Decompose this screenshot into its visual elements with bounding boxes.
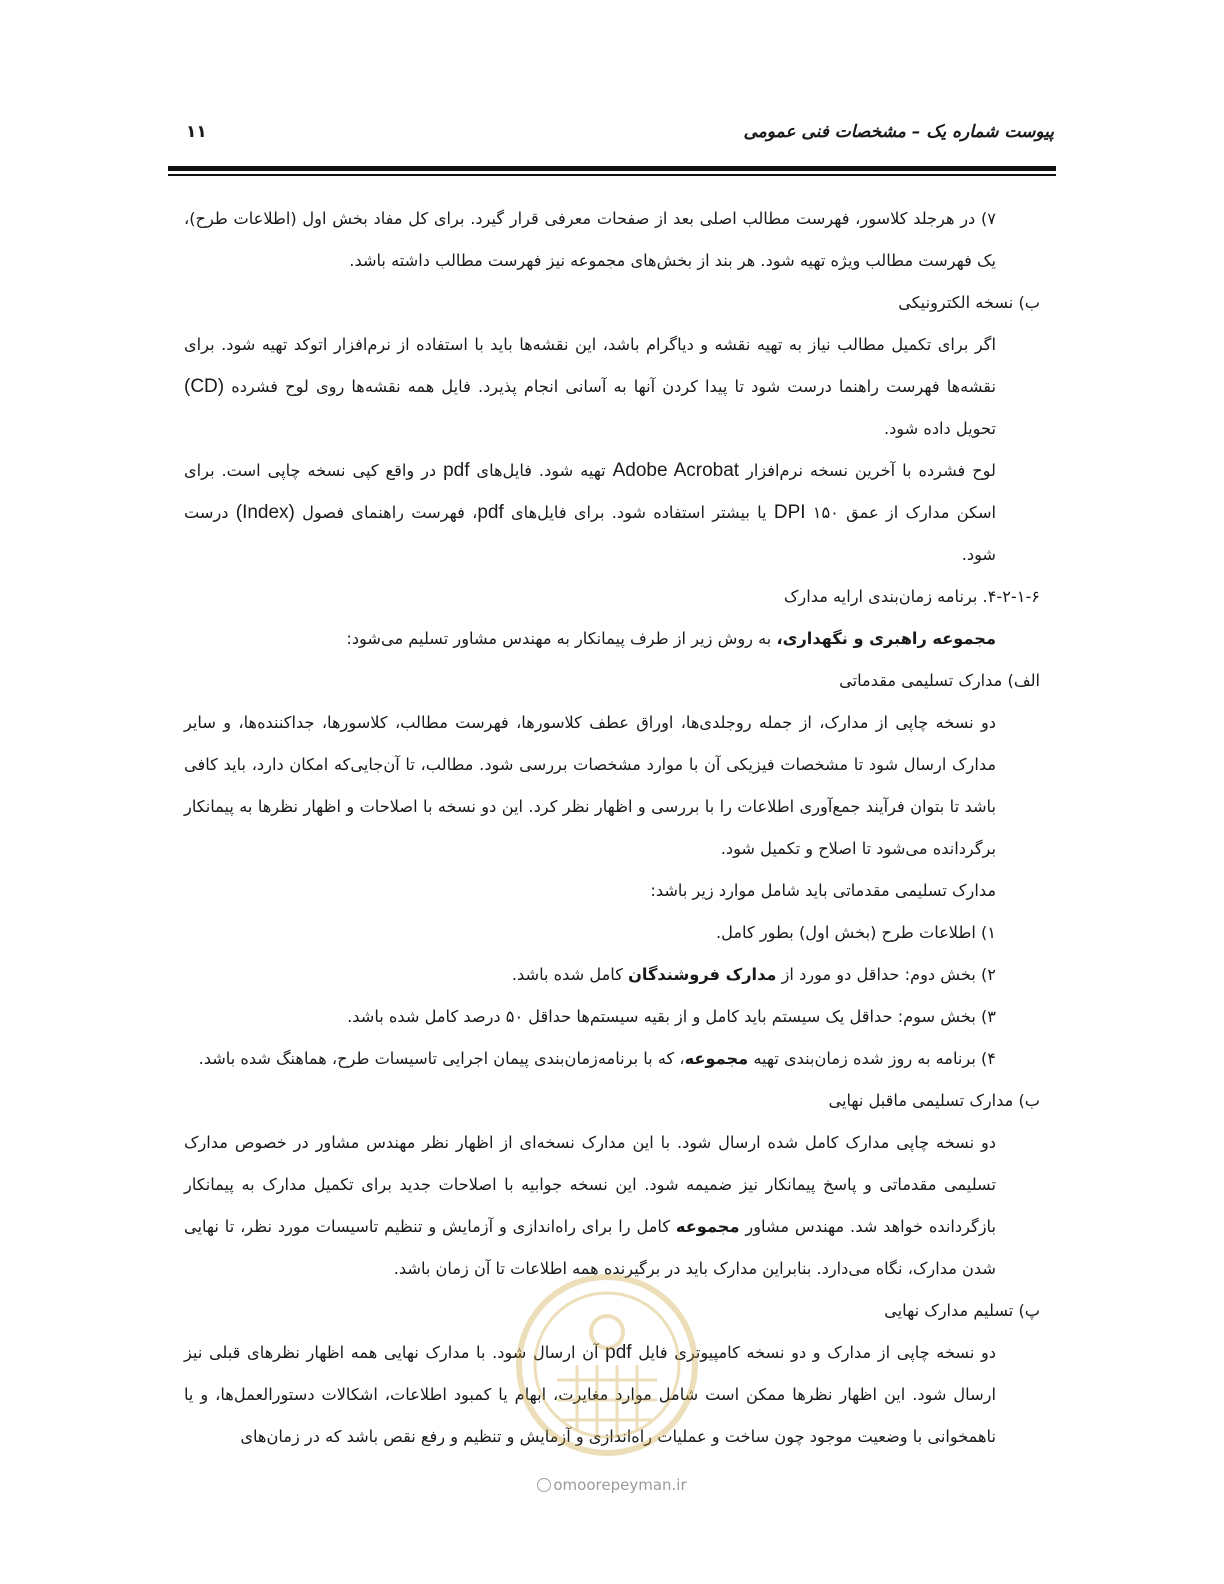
index-term: (Index) <box>235 502 295 523</box>
document-body <box>184 198 1040 1458</box>
text-span: تهیه شود. فایل‌های <box>476 461 606 480</box>
pdf-term: pdf <box>443 460 470 481</box>
header-title: پیوست شماره یک – مشخصات فنی عمومی <box>743 122 1054 142</box>
subheading-preliminary: الف) مدارک تسلیمی مقدماتی <box>839 671 1040 690</box>
page-header <box>184 118 1054 148</box>
list-item-4 <box>184 1038 996 1080</box>
text-span: لوح فشرده با آخرین نسخه نرم‌افزار <box>746 461 996 480</box>
subheading-final: پ) تسلیم مدارک نهایی <box>884 1301 1040 1320</box>
watermark-site-text: omoorepeyman.ir <box>553 1476 687 1494</box>
bold-term: مدارک فروشندگان <box>628 965 777 984</box>
paragraph-electronic-1 <box>184 324 996 450</box>
watermark-logo-icon <box>512 1270 702 1470</box>
pdf-term: pdf <box>605 1342 632 1363</box>
paragraph-preliminary-list-intro: مدارک تسلیمی مقدماتی باید شامل موارد زیر باشد: <box>650 881 996 900</box>
section-heading: ۴-۲-۱-۶. برنامه زمان‌بندی ارایه مدارک <box>783 587 1040 606</box>
text-span: به روش زیر از طرف پیمانکار به مهندس مشاور تسلیم می‌شود: <box>346 629 772 648</box>
dpi-term: DPI <box>773 502 806 523</box>
pdf-term: pdf <box>477 502 504 523</box>
text-span: دو نسخه چاپی مدارک کامل شده ارسال شود. با این مدارک نسخه‌ای از اظهار نظر مهندس مشاور در خصوص مدارک تسلیمی مقدماتی و پاسخ پیمانکار نیز ضمیمه شود. این نسخه جوابیه با اصلاحات جدید برای تکمیل مدارک به پیمانکار بازگردانده خواهد شد. مهندس مشاور <box>184 1133 996 1236</box>
adobe-acrobat-term: Adobe Acrobat <box>612 460 740 481</box>
paragraph-preliminary: دو نسخه چاپی از مدارک، از جمله روجلدی‌ها، اوراق عطف کلاسورها، فهرست مطالب، کلاسورها، جداکننده‌ها، و سایر مدارک ارسال شود تا مشخصات فیزیکی آن با موارد مشخصات بررسی شود. مطالب، تا آن‌جایی‌که امکان دارد، باید کافی باشد تا بتوان فرآیند جمع‌آوری اطلاعات را با بررسی و اظهار نظر کرد. این دو نسخه با اصلاحات و اظهار نظرها به پیمانکار برگردانده می‌شود تا اصلاح و تکمیل شود. <box>184 713 996 858</box>
text-span: ۴) برنامه به روز شده زمان‌بندی تهیه <box>753 1049 996 1068</box>
bold-term: مجموعه <box>675 1217 740 1236</box>
text-span: کامل را برای راه‌اندازی و آزمایش و تنظیم تاسیسات مورد نظر، تا نهایی شدن مدارک، نگاه می‌دارد. بنابراین مدارک باید در برگیرنده همه اطلاعات تا آن زمان باشد. <box>184 1217 996 1278</box>
text-span: درست شود. <box>184 503 996 564</box>
watermark-circle-icon <box>537 1478 551 1492</box>
text-span: کامل شده باشد. <box>511 965 623 984</box>
paragraph-7: ۷) در هرجلد کلاسور، فهرست مطالب اصلی بعد از صفحات معرفی قرار گیرد. برای کل مفاد بخش اول (اطلاعات طرح)، یک فهرست مطالب ویژه تهیه شود. هر بند از بخش‌های مجموعه نیز فهرست مطالب داشته باشد. <box>184 209 996 270</box>
text-span: ، فهرست راهنمای فصول <box>302 503 478 522</box>
text-span: ، که با برنامه‌زمان‌بندی پیمان اجرایی تاسیسات طرح، هماهنگ شده باشد. <box>198 1049 685 1068</box>
bold-term: مجموعه راهبری و نگهداری، <box>776 629 996 648</box>
header-rule-thick <box>168 166 1056 171</box>
text-span: در واقع کپی نسخه چاپی است. برای اسکن مدارک از عمق ۱۵۰ <box>184 461 997 522</box>
list-item-2 <box>184 954 996 996</box>
subheading-pre-final: ب) مدارک تسلیمی ماقبل نهایی <box>828 1091 1040 1110</box>
subheading-electronic-copy: ب) نسخه الکترونیکی <box>898 293 1040 312</box>
paragraph-pre-final <box>184 1122 996 1290</box>
text-span: دو نسخه چاپی از مدارک و دو نسخه کامپیوتری فایل <box>638 1343 997 1362</box>
text-span: اگر برای تکمیل مطالب نیاز به تهیه نقشه و دیاگرام باشد، این نقشه‌ها باید با استفاده از نرم‌افزار اتوکد تهیه شود. برای نقشه‌ها فهرست راهنما درست شود تا پیدا کردن آنها به آسانی انجام پذیرد. فایل همه نقشه‌ها روی لوح فشرده <box>184 335 996 396</box>
cd-term: (CD) <box>184 376 225 397</box>
text-span: تحویل داده شود. <box>883 419 996 438</box>
paragraph-intro <box>184 618 996 660</box>
list-item-1: ۱) اطلاعات طرح (بخش اول) بطور کامل. <box>715 923 996 942</box>
text-span: ۲) بخش دوم: حداقل دو مورد از <box>781 965 996 984</box>
text-span: یا بیشتر استفاده شود. برای فایل‌های <box>511 503 767 522</box>
page-number: ۱۱ <box>186 122 207 142</box>
text-span: آن ارسال شود. با مدارک نهایی همه اظهار نظرهای قبلی نیز ارسال شود. این اظهار نظرها ممکن است شامل موارد مغایرت، ابهام یا کمبود اطلاعات، اشکالات دستورالعمل‌ها، و یا ناهمخوانی با وضعیت موجود چون ساخت و عملیات راه‌اندازی و آزمایش و تنظیم و رفع نقص باشد که در زمان‌های <box>184 1343 996 1446</box>
header-rule-thin <box>168 174 1056 176</box>
bold-term: مجموعه <box>684 1049 749 1068</box>
list-item-3: ۳) بخش سوم: حداقل یک سیستم باید کامل و از بقیه سیستم‌ها حداقل ۵۰ درصد کامل شده باشد. <box>347 1007 996 1026</box>
watermark-url <box>0 1476 1224 1494</box>
paragraph-electronic-2 <box>184 450 996 576</box>
